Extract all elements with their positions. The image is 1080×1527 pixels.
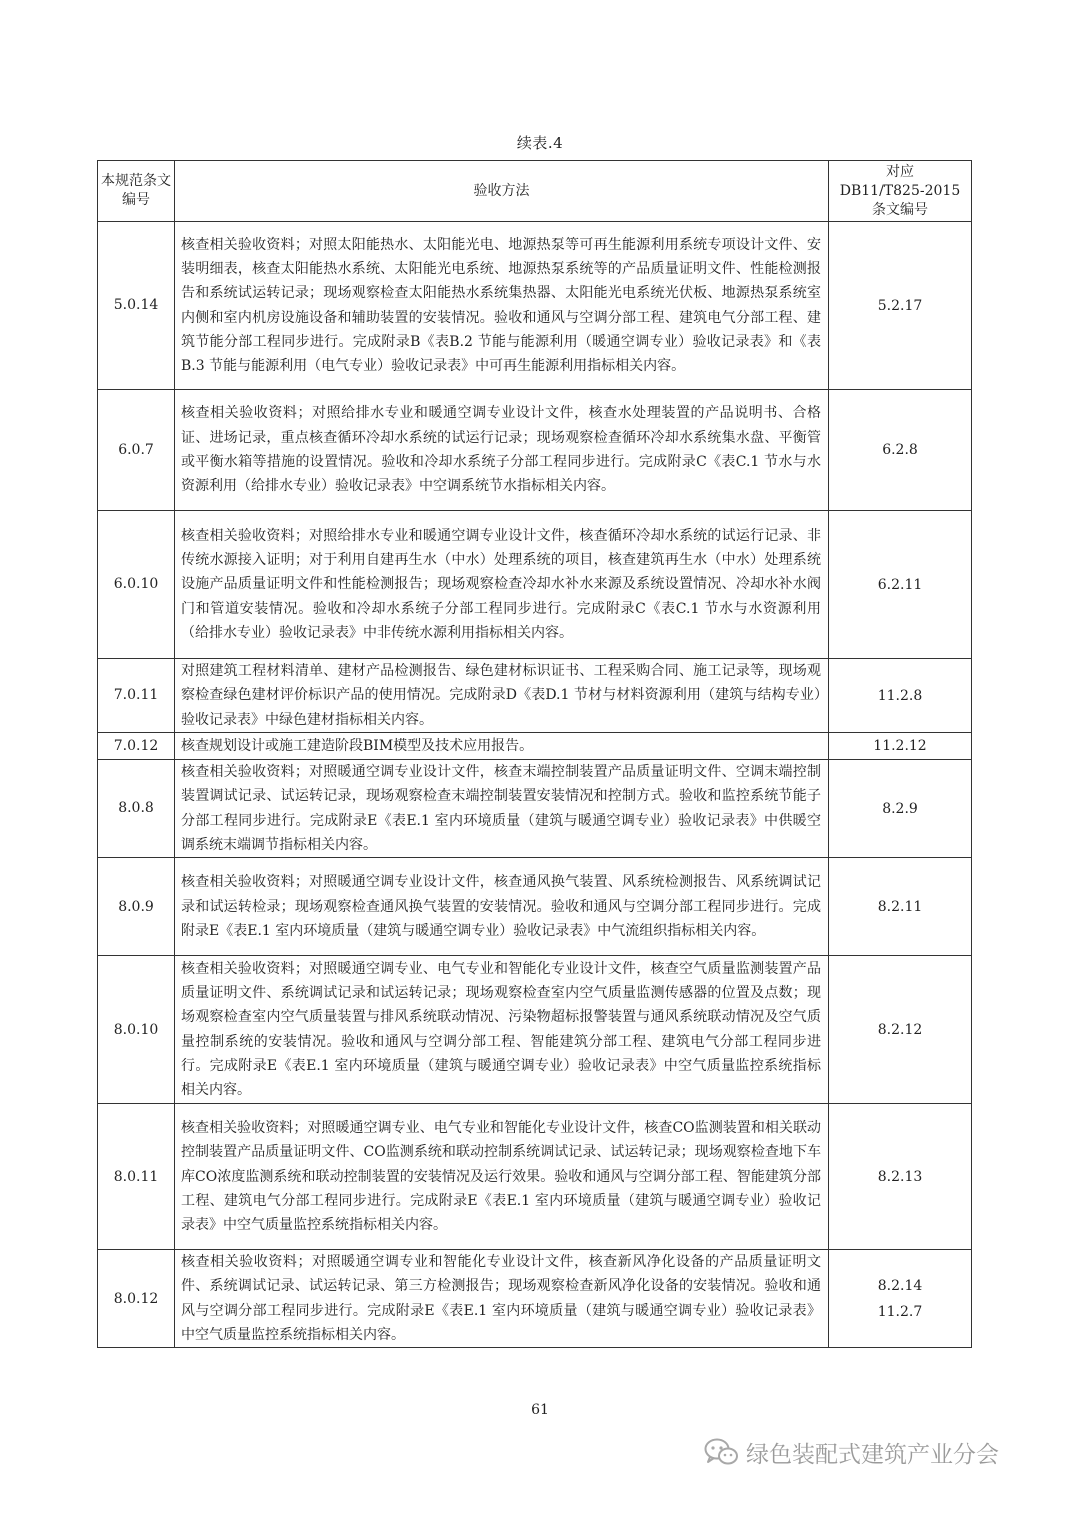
acceptance-method-text: 对照建筑工程材料清单、建材产品检测报告、绿色建材标识证书、工程采购合同、施工记录等，现场观察检查绿色建材评价标识产品的使用情况。完成附录D《表D.1 节材与材料资源利用（建筑与结构专业）验收记录表》中绿色建材指标相关内容。 xyxy=(175,659,829,733)
reference-clause xyxy=(829,858,972,956)
clause-code: 5.0.14 xyxy=(98,222,175,390)
header-reference-clause xyxy=(829,161,972,222)
header-clause-code: 本规范条文编号 xyxy=(98,161,175,222)
wechat-icon xyxy=(704,1437,738,1467)
clause-code: 6.0.7 xyxy=(98,390,175,511)
reference-code: 8.2.12 xyxy=(877,1021,923,1038)
reference-clause xyxy=(829,390,972,511)
acceptance-method-text: 核查相关验收资料；对照暖通空调专业设计文件，核查通风换气装置、风系统检测报告、风系统调试记录和试运转检录；现场观察检查通风换气装置的安装情况。验收和通风与空调分部工程同步进行。完成附录E《表E.1 室内环境质量（建筑与暖通空调专业）验收记录表》中气流组织指标相关内容。 xyxy=(175,858,829,956)
wechat-watermark xyxy=(704,1432,999,1472)
header-ref-line-2: DB11/T825-2015 xyxy=(839,182,961,199)
clause-code: 8.0.11 xyxy=(98,1104,175,1250)
reference-clause xyxy=(829,760,972,858)
acceptance-method-text: 核查相关验收资料；对照给排水专业和暖通空调专业设计文件，核查水处理装置的产品说明书、合格证、进场记录，重点核查循环冷却水系统的试运行记录；现场观察检查循环冷却水系统集水盘、平衡管或平衡水箱等措施的设置情况。验收和冷却水系统子分部工程同步进行。完成附录C《表C.1 节水与水资源利用（给排水专业）验收记录表》中空调系统节水指标相关内容。 xyxy=(175,390,829,511)
reference-code: 11.2.7 xyxy=(877,1303,923,1320)
reference-clause xyxy=(829,222,972,390)
table-row xyxy=(98,1250,972,1348)
reference-code: 6.2.11 xyxy=(877,576,923,593)
table-row xyxy=(98,760,972,858)
reference-code: 5.2.17 xyxy=(877,297,923,314)
table-row xyxy=(98,511,972,659)
acceptance-method-table xyxy=(97,160,972,1348)
acceptance-method-text: 核查相关验收资料；对照暖通空调专业设计文件，核查末端控制装置产品质量证明文件、空调末端控制装置调试记录、试运转记录，现场观察检查末端控制装置安装情况和控制方式。验收和监控系统节能子分部工程同步进行。完成附录E《表E.1 室内环境质量（建筑与暖通空调专业）验收记录表》中供暖空调系统末端调节指标相关内容。 xyxy=(175,760,829,858)
clause-code: 6.0.10 xyxy=(98,511,175,659)
table-row xyxy=(98,858,972,956)
table-row xyxy=(98,956,972,1104)
reference-clause xyxy=(829,1250,972,1348)
table-row xyxy=(98,659,972,733)
reference-clause xyxy=(829,659,972,733)
reference-code: 11.2.8 xyxy=(877,687,923,704)
reference-clause xyxy=(829,511,972,659)
clause-code: 7.0.11 xyxy=(98,659,175,733)
acceptance-method-text: 核查相关验收资料；对照暖通空调专业、电气专业和智能化专业设计文件，核查CO监测装置和相关联动控制装置产品质量证明文件、CO监测系统和联动控制系统调试记录、试运转记录；现场观察检查地下车库CO浓度监测系统和联动控制装置的安装情况及运行效果。验收和通风与空调分部工程、智能建筑分部工程、建筑电气分部工程同步进行。完成附录E《表E.1 室内环境质量（建筑与暖通空调专业）验收记录表》中空气质量监控系统指标相关内容。 xyxy=(175,1104,829,1250)
reference-code: 8.2.13 xyxy=(877,1168,923,1185)
reference-code: 8.2.14 xyxy=(877,1277,923,1294)
clause-code: 8.0.9 xyxy=(98,858,175,956)
header-ref-line-1: 对应 xyxy=(886,163,914,180)
clause-code: 7.0.12 xyxy=(98,733,175,760)
reference-code: 8.2.9 xyxy=(882,800,918,817)
clause-code: 8.0.12 xyxy=(98,1250,175,1348)
table-row xyxy=(98,222,972,390)
acceptance-method-text: 核查相关验收资料；对照暖通空调专业和智能化专业设计文件，核查新风净化设备的产品质量证明文件、系统调试记录、试运转记录、第三方检测报告；现场观察检查新风净化设备的安装情况。验收和通风与空调分部工程同步进行。完成附录E《表E.1 室内环境质量（建筑与暖通空调专业）验收记录表》中空气质量监控系统指标相关内容。 xyxy=(175,1250,829,1348)
acceptance-method-text: 核查规划设计或施工建造阶段BIM模型及技术应用报告。 xyxy=(175,733,829,760)
reference-code: 6.2.8 xyxy=(882,442,918,458)
header-ref-line-3: 条文编号 xyxy=(872,201,928,218)
reference-clause xyxy=(829,1104,972,1250)
reference-clause xyxy=(829,956,972,1104)
acceptance-method-text: 核查相关验收资料；对照太阳能热水、太阳能光电、地源热泵等可再生能源利用系统专项设计文件、安装明细表，核查太阳能热水系统、太阳能光电系统、地源热泵系统等的产品质量证明文件、性能检测报告和系统试运转记录；现场观察检查太阳能热水系统集热器、太阳能光电系统光伏板、地源热泵系统室内侧和室内机房设施设备和辅助装置的安装情况。验收和通风与空调分部工程、建筑电气分部工程、建筑节能分部工程同步进行。完成附录B《表B.2 节能与能源利用（暖通空调专业）验收记录表》和《表B.3 节能与能源利用（电气专业）验收记录表》中可再生能源利用指标相关内容。 xyxy=(175,222,829,390)
table-row xyxy=(98,390,972,511)
reference-clause xyxy=(829,733,972,760)
page-number: 61 xyxy=(531,1402,549,1418)
reference-code: 11.2.12 xyxy=(873,738,927,754)
table-header-row xyxy=(98,161,972,222)
acceptance-method-text: 核查相关验收资料；对照给排水专业和暖通空调专业设计文件，核查循环冷却水系统的试运行记录、非传统水源接入证明；对于利用自建再生水（中水）处理系统的项目，核查建筑再生水（中水）处理系统设施产品质量证明文件和性能检测报告；现场观察检查冷却水补水来源及系统设置情况、冷却水补水阀门和管道安装情况。验收和冷却水系统子分部工程同步进行。完成附录C《表C.1 节水与水资源利用（给排水专业）验收记录表》中非传统水源利用指标相关内容。 xyxy=(175,511,829,659)
table-caption: 续表.4 xyxy=(516,134,564,152)
table-row xyxy=(98,1104,972,1250)
watermark-text: 绿色装配式建筑产业分会 xyxy=(746,1441,999,1468)
clause-code: 8.0.10 xyxy=(98,956,175,1104)
clause-code: 8.0.8 xyxy=(98,760,175,858)
acceptance-method-text: 核查相关验收资料；对照暖通空调专业、电气专业和智能化专业设计文件，核查空气质量监测装置产品质量证明文件、系统调试记录和试运转记录；现场观察检查室内空气质量监测传感器的位置及点数；现场观察检查室内空气质量装置与排风系统联动情况、污染物超标报警装置与通风系统联动情况及空气质量控制系统的安装情况。验收和通风与空调分部工程、智能建筑分部工程、建筑电气分部工程同步进行。完成附录E《表E.1 室内环境质量（建筑与暖通空调专业）验收记录表》中空气质量监控系统指标相关内容。 xyxy=(175,956,829,1104)
reference-code: 8.2.11 xyxy=(877,898,923,915)
table-row xyxy=(98,733,972,760)
header-acceptance-method: 验收方法 xyxy=(175,161,829,222)
